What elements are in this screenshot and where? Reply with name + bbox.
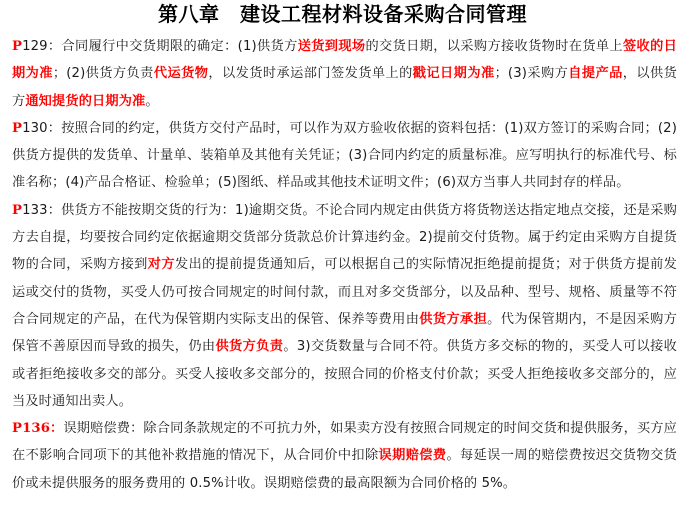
body-text: 133：供货方不能按期交货的行为：1)逾期交货。不论合同内规定由供货方将货物送达指定地点交接，还是采购方去自提，均要按合同约定依据逾期交货部分货款总价计算违约金。2)提前交付货物。属于约定由采购方自提货物的合同，采购方接到 <box>12 202 677 273</box>
highlighted-term: 通知提货的日期为准 <box>25 93 146 109</box>
highlighted-term: 供货方负责 <box>215 339 284 355</box>
body-text: ，以发货时承运部门签发货单上的 <box>208 66 413 82</box>
body-text: 误期赔偿费：除合同条款规定的不可抗力外，如果卖方没有按照合同规定的时间交货和提供服务，买方应在不影响合同项下的其他补救措施的情况下，从合同价中扣除 <box>12 421 677 464</box>
highlighted-term: 自提产品 <box>568 66 623 82</box>
body-text: 。代为保管期内，不是因采购方保管不善原因而导致的损失，仍由 <box>12 311 677 355</box>
body-text: 130：按照合同的约定，供货方交付产品时，可以作为双方验收依据的资料包括：(1)双方签订的采购合同；(2)供货方提供的发货单、计量单、装箱单及其他有关凭证；(3)合同内约定的质量标准。应写明执行的标准代号、标准名称；(4)产品合格证、检验单；(5)图纸、样品或其他技术证明文件；(6)双方当事人共同封存的样品。 <box>12 120 677 191</box>
page-ref-label: P <box>12 202 23 218</box>
paragraph-p130 <box>12 115 677 197</box>
highlighted-term: 戳记日期为准 <box>412 66 495 82</box>
document-body <box>12 33 677 497</box>
highlighted-term: 签收的日期为准 <box>12 39 677 82</box>
highlighted-term: 供货方承担 <box>419 311 488 327</box>
paragraph-p133 <box>12 197 677 415</box>
page-ref-label: P <box>12 120 23 136</box>
highlighted-term: 送货到现场 <box>297 39 366 54</box>
body-text: ；(2)供货方负责 <box>52 66 154 82</box>
page-ref-label: P136： <box>12 421 64 437</box>
body-text: 。 <box>145 93 159 109</box>
body-text: 的交货日期，以采购方接收货物时在货单上 <box>365 39 623 54</box>
body-text: ，以供货方 <box>12 66 677 109</box>
highlighted-term: 代运货物 <box>153 66 209 82</box>
paragraph-p136 <box>12 415 677 497</box>
page-ref-label: P <box>12 39 23 54</box>
body-text: 。每延误一周的赔偿费按迟交货物交货价或未提供服务的服务费用的 0.5%计收。误期赔偿费的最高限额为合同价格的 5%。 <box>12 448 677 491</box>
chapter-title: 第八章 建设工程材料设备采购合同管理 <box>158 2 527 26</box>
paragraph-p129 <box>12 33 677 115</box>
body-text: 。3)交货数量与合同不符。供货方多交标的物的，买受人可以接收或者拒绝接收多交的部分。买受人接收多交部分的，按照合同的价格支付价款；买受人拒绝接收多交部分的，应当及时通知出卖人。 <box>12 339 677 409</box>
body-text: 发出的提前提货通知后，可以根据自己的实际情况拒绝提前提货；对于供货方提前发运或交付的货物，买受人仍可按合同规定的时间付款，而且对多交货部分，以及品种、型号、规格、质量等不符合合同规定的产品，在代为保管期内实际支出的保管、保养等费用由 <box>12 257 677 327</box>
highlighted-term: 误期赔偿费 <box>378 448 447 464</box>
body-text: ；(3)采购方 <box>494 66 569 82</box>
body-text: 129：合同履行中交货期限的确定：(1)供货方 <box>22 39 298 54</box>
highlighted-term: 对方 <box>147 257 175 273</box>
